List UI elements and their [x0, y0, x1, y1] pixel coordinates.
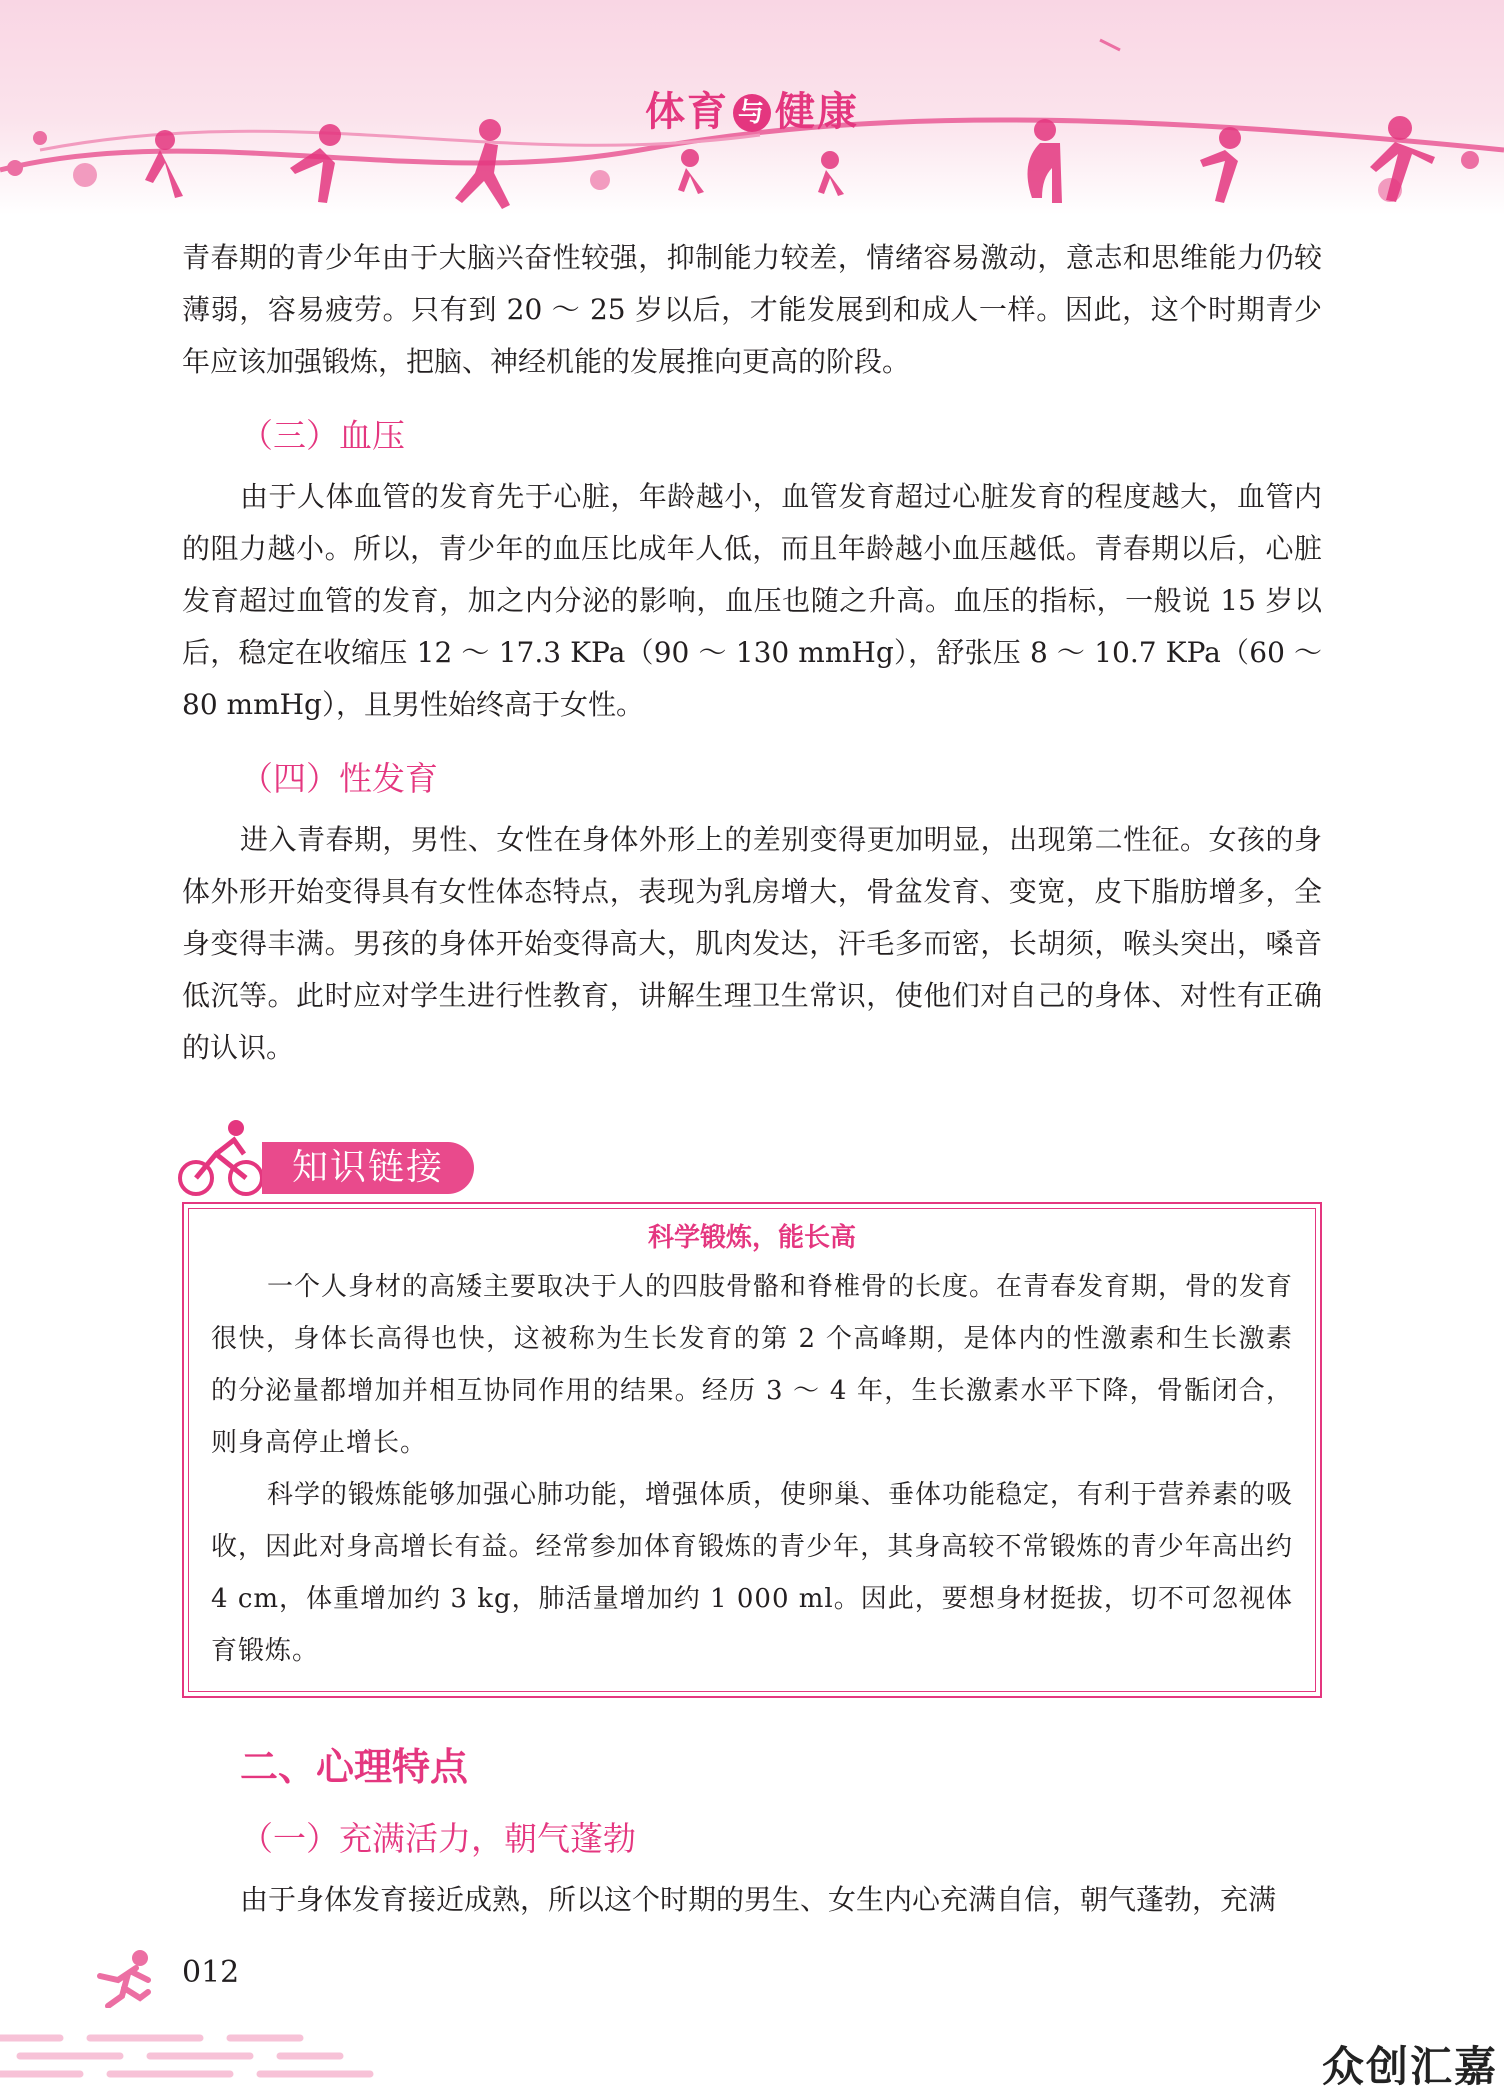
runner-icon [78, 1948, 168, 2008]
knowledge-link-header [182, 1116, 1322, 1198]
heading-psychological-traits: 二、心理特点 [240, 1745, 469, 1789]
knowledge-paragraph-1: 一个人身材的高矮主要取决于人的四肢骨骼和脊椎骨的长度。在青春发育期，骨的发育很快，身体长高得也快，这被称为生长发育的第 2 个高峰期，是体内的性激素和生长激素的分泌量都增加并相互协同作用的结果。经历 3 ～ 4 年，生长激素水平下降，骨骺闭合，则身高停止增长。 [211, 1272, 1294, 1458]
book-title [0, 80, 1504, 137]
watermark: 众创汇嘉 [1321, 2042, 1498, 2091]
header-banner [0, 0, 1504, 215]
paragraph-brain: 青春期的青少年由于大脑兴奋性较强，抑制能力较差，情绪容易激动，意志和思维能力仍较薄弱，容易疲劳。只有到 20 ～ 25 岁以后，才能发展到和成人一样。因此，这个时期青少年应该加强锻炼，把脑、神经机能的发展推向更高的阶段。 [182, 241, 1322, 378]
paragraph-vitality: 由于身体发育接近成熟，所以这个时期的男生、女生内心充满自信，朝气蓬勃，充满 [240, 1883, 1277, 1916]
heading-sexual-development: （四）性发育 [240, 759, 438, 798]
paragraph-blood-pressure: 由于人体血管的发育先于心脏，年龄越小，血管发育超过心脏发育的程度越大，血管内的阻力越小。所以，青少年的血压比成年人低，而且年龄越小血压越低。青春期以后，心脏发育超过血管的发育，加之内分泌的影响，血压也随之升高。血压的指标，一般说 15 岁以后，稳定在收缩压 12 ～ 17.3 KPa（90 ～ 130 mmHg），舒张压 8 ～ 10.7 KPa（60 ～ 80 mmHg），且男性始终高于女性。 [182, 480, 1322, 721]
heading-blood-pressure: （三）血压 [240, 416, 405, 455]
footer-decoration [0, 2030, 420, 2090]
knowledge-link-tag: 知识链接 [262, 1142, 474, 1194]
heading-vitality: （一）充满活力，朝气蓬勃 [240, 1819, 636, 1858]
title-left: 体育 [645, 89, 729, 135]
title-connector: 与 [733, 94, 771, 132]
knowledge-title: 科学锻炼，能长高 [647, 1223, 856, 1253]
knowledge-paragraph-2: 科学的锻炼能够加强心肺功能，增强体质，使卵巢、垂体功能稳定，有利于营养素的吸收，因此对身高增长有益。经常参加体育锻炼的青少年，其身高较不常锻炼的青少年高出约 4 cm，体重增加约 3 kg，肺活量增加约 1 000 ml。因此，要想身材挺拔，切不可忽视体育锻炼。 [211, 1480, 1294, 1666]
cyclist-icon [174, 1116, 274, 1198]
knowledge-box [182, 1202, 1322, 1698]
title-right: 健康 [775, 89, 859, 135]
paragraph-sexual-development: 进入青春期，男性、女性在身体外形上的差别变得更加明显，出现第二性征。女孩的身体外形开始变得具有女性体态特点，表现为乳房增大，骨盆发育、变宽，皮下脂肪增多，全身变得丰满。男孩的身体开始变得高大，肌肉发达，汗毛多而密，长胡须，喉头突出，嗓音低沉等。此时应对学生进行性教育，讲解生理卫生常识，使他们对自己的身体、对性有正确的认识。 [182, 823, 1322, 1064]
page-content [182, 232, 1322, 1926]
page-number: 012 [182, 1955, 240, 1990]
